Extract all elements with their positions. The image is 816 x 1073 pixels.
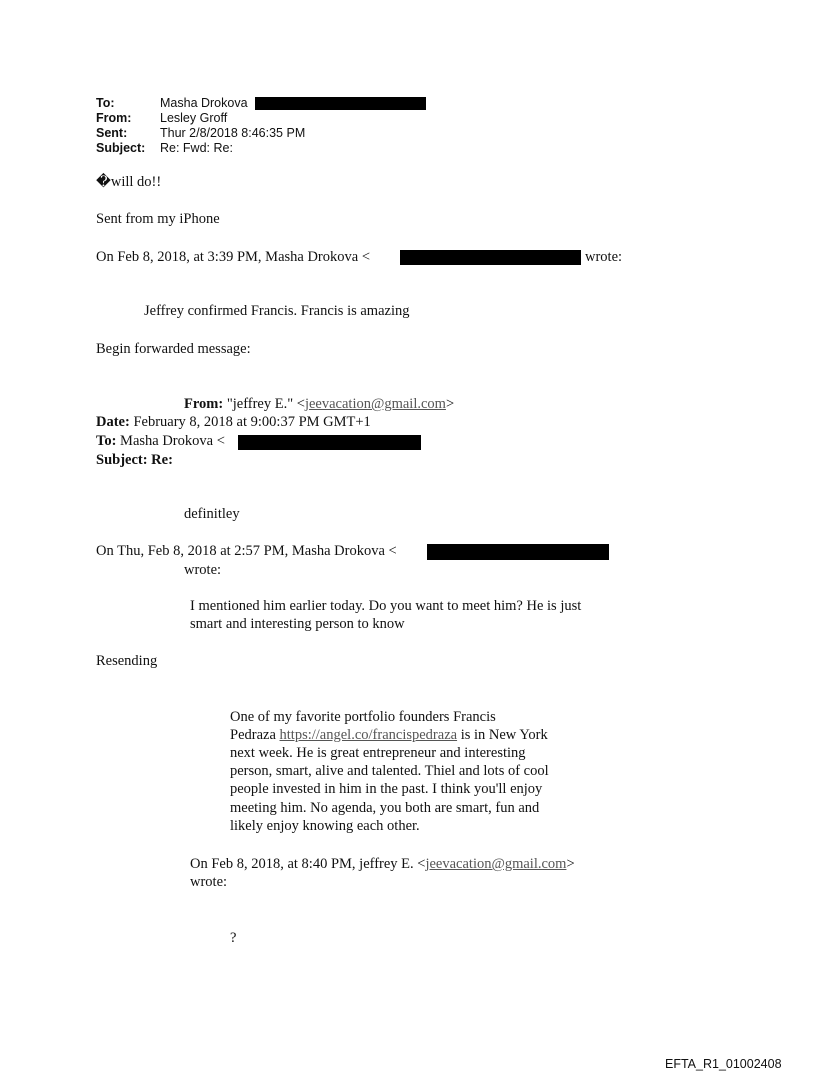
- para-line: meeting him. No agenda, you both are smart, fun and: [230, 800, 540, 816]
- signature: Sent from my iPhone: [96, 211, 220, 227]
- quote3-email-link[interactable]: jeevacation@gmail.com: [425, 856, 567, 872]
- quote3-line2: wrote:: [190, 874, 228, 890]
- question-text: ?: [230, 930, 237, 946]
- angel-link[interactable]: https://angel.co/francispedraza: [279, 727, 458, 743]
- confirm-line: Jeffrey confirmed Francis. Francis is amazing: [144, 303, 410, 319]
- subject-label: Subject:: [96, 141, 146, 155]
- document-id: EFTA_R1_01002408: [665, 1057, 782, 1071]
- quote3-line1: [190, 855, 575, 873]
- fwd-from-email-link[interactable]: jeevacation@gmail.com: [304, 396, 446, 412]
- quote3-text: On Feb 8, 2018, at 8:40 PM, jeffrey E. <: [190, 856, 426, 872]
- fwd-to-line: [96, 432, 225, 450]
- from-value: Lesley Groff: [160, 111, 228, 125]
- quote2-line2: wrote:: [184, 562, 222, 578]
- redaction-bar: [238, 435, 421, 450]
- mention-line1: I mentioned him earlier today. Do you want to meet him? He is just: [190, 598, 582, 614]
- para-line: person, smart, alive and talented. Thiel and lots of cool: [230, 763, 549, 779]
- para-line: people invested in him in the past. I think you'll enjoy: [230, 781, 543, 797]
- para-text: Pedraza: [230, 727, 280, 743]
- sent-label: Sent:: [96, 126, 128, 140]
- fwd-date-line: [96, 413, 371, 431]
- subject-value: Re: Fwd: Re:: [160, 141, 233, 155]
- fwd-from-close: >: [445, 396, 455, 412]
- quote3-close: >: [566, 856, 575, 872]
- quote1-wrote: wrote:: [585, 249, 623, 265]
- para-line: One of my favorite portfolio founders Francis: [230, 709, 496, 725]
- from-label: From:: [96, 111, 132, 125]
- fwd-subject: Subject: Re:: [96, 452, 173, 468]
- fwd-from-label: From:: [184, 396, 224, 412]
- mention-line2: smart and interesting person to know: [190, 616, 405, 632]
- quote1-line: On Feb 8, 2018, at 3:39 PM, Masha Drokova <: [96, 249, 370, 265]
- fwd-from-name: "jeffrey E." <: [226, 396, 305, 412]
- fwd-to-value: Masha Drokova <: [120, 433, 225, 449]
- para-line: [230, 726, 548, 744]
- begin-forwarded: Begin forwarded message:: [96, 341, 251, 357]
- fwd-date-label: Date:: [96, 414, 130, 430]
- fwd-date-value: February 8, 2018 at 9:00:37 PM GMT+1: [133, 414, 371, 430]
- reply-text: �will do!!: [96, 174, 162, 190]
- sent-value: Thur 2/8/2018 8:46:35 PM: [160, 126, 306, 140]
- to-value: Masha Drokova: [160, 96, 248, 110]
- redaction-bar: [255, 97, 426, 110]
- quote2-line1: On Thu, Feb 8, 2018 at 2:57 PM, Masha Drokova <: [96, 543, 397, 559]
- redaction-bar: [400, 250, 581, 265]
- definitley-text: definitley: [184, 506, 240, 522]
- para-text: is in New York: [457, 727, 548, 743]
- para-line: next week. He is great entrepreneur and interesting: [230, 745, 526, 761]
- to-label: To:: [96, 96, 115, 110]
- redaction-bar: [427, 544, 609, 560]
- para-line: likely enjoy knowing each other.: [230, 818, 420, 834]
- resending-text: Resending: [96, 653, 158, 669]
- fwd-from-line: [184, 395, 454, 413]
- fwd-to-label: To:: [96, 433, 117, 449]
